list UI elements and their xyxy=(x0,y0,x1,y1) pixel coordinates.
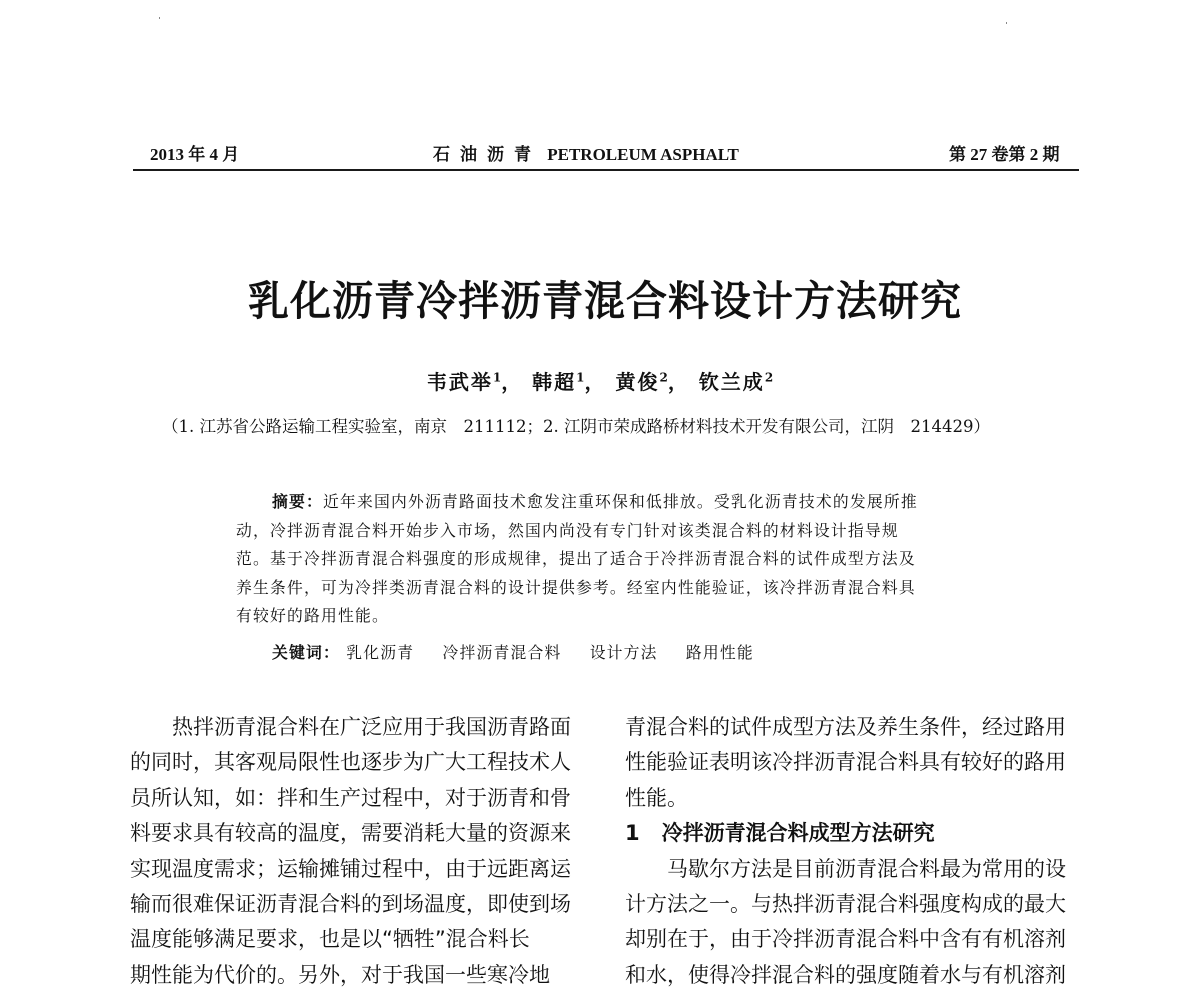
body-line: 计方法之一。与热拌沥青混合料强度构成的最大 xyxy=(625,892,1066,917)
keyword: 路用性能 xyxy=(685,643,754,662)
body-line: 温度能够满足要求，也是以“牺牲”混合料长 xyxy=(130,927,530,952)
body-line: 员所认知，如：拌和生产过程中，对于沥青和骨 xyxy=(130,785,571,810)
author-separator: ， xyxy=(667,370,690,394)
author-name: 韦武举 xyxy=(426,370,493,394)
body-line: 马歇尔方法是目前沥青混合料最为常用的设 xyxy=(667,856,1066,881)
header-date: 2013 年 4 月 xyxy=(150,145,240,164)
keyword: 冷拌沥青混合料 xyxy=(442,643,562,662)
section-title: 冷拌沥青混合料成型方法研究 xyxy=(661,821,935,846)
body-line: 和水，使得冷拌混合料的强度随着水与有机溶剂 xyxy=(625,962,1066,987)
body-line: 的同时，其客观局限性也逐步为广大工程技术人 xyxy=(130,750,571,775)
author-list xyxy=(0,366,1200,395)
author-affiliation-mark: 2 xyxy=(764,370,774,385)
header-volume-issue: 第 27 卷第 2 期 xyxy=(949,145,1060,164)
abstract-label: 摘要： xyxy=(272,492,323,511)
author xyxy=(532,370,606,394)
section-heading xyxy=(625,816,1085,851)
affiliations: （1. 江苏省公路运输工程实验室，南京 211112；2. 江阴市荣成路桥材料技术开发有限公司，江阴 214429） xyxy=(162,417,990,436)
abstract-line: 动，冷拌沥青混合料开始步入市场，然国内尚没有专门针对该类混合料的材料设计指导规 xyxy=(236,520,899,540)
author-name: 黄俊 xyxy=(615,370,660,394)
keywords xyxy=(272,640,776,663)
author xyxy=(427,370,523,394)
body-left-column xyxy=(130,710,590,993)
scan-speck xyxy=(1006,22,1007,24)
author-affiliation-mark: 1 xyxy=(492,370,502,385)
abstract-line xyxy=(236,488,976,517)
header-journal xyxy=(433,140,739,165)
body-line: 性能验证表明该冷拌沥青混合料具有较好的路用 xyxy=(625,750,1066,775)
body-line: 却别在于，由于冷拌沥青混合料中含有有机溶剂 xyxy=(625,927,1066,952)
author-name: 韩超 xyxy=(532,370,577,394)
author xyxy=(699,370,773,394)
body-right-column xyxy=(625,710,1085,993)
author-affiliation-mark: 2 xyxy=(659,370,668,385)
author-separator: ， xyxy=(501,370,524,394)
body-line: 期性能为代价的。另外，对于我国一些寒冷地 xyxy=(130,962,550,987)
author-affiliation-mark: 1 xyxy=(576,370,585,385)
body-line: 青混合料的试件成型方法及养生条件，经过路用 xyxy=(625,715,1066,739)
author-separator: ， xyxy=(584,370,607,394)
abstract-text: 近年来国内外沥青路面技术愈发注重环保和低排放。受乳化沥青技术的发展所推 xyxy=(323,492,918,511)
body-line: 实现温度需求；运输摊铺过程中，由于远距离运 xyxy=(130,856,571,881)
keywords-label: 关键词： xyxy=(272,643,340,662)
article-title: 乳化沥青冷拌沥青混合料设计方法研究 xyxy=(248,277,962,325)
abstract xyxy=(236,488,976,631)
author-name: 钦兰成 xyxy=(698,370,765,394)
keyword: 设计方法 xyxy=(589,643,658,662)
header-rule xyxy=(133,169,1079,171)
body-line: 热拌沥青混合料在广泛应用于我国沥青路面 xyxy=(172,715,571,739)
author xyxy=(615,370,689,394)
scan-speck xyxy=(159,17,160,19)
body-line: 料要求具有较高的温度，需要消耗大量的资源来 xyxy=(130,821,571,846)
keyword: 乳化沥青 xyxy=(346,643,415,662)
body-line: 输而很难保证沥青混合料的到场温度，即使到场 xyxy=(130,892,571,917)
section-number: 1 xyxy=(625,821,640,846)
journal-name-en: PETROLEUM ASPHALT xyxy=(547,145,739,164)
abstract-line: 有较好的路用性能。 xyxy=(236,606,389,625)
body-line: 性能。 xyxy=(625,785,688,810)
abstract-line: 范。基于冷拌沥青混合料强度的形成规律，提出了适合于冷拌沥青混合料的试件成型方法及 xyxy=(236,549,916,568)
journal-name-cn: 石油沥青 xyxy=(433,145,541,164)
abstract-line: 养生条件，可为冷拌类沥青混合料的设计提供参考。经室内性能验证，该冷拌沥青混合料具 xyxy=(236,577,916,597)
